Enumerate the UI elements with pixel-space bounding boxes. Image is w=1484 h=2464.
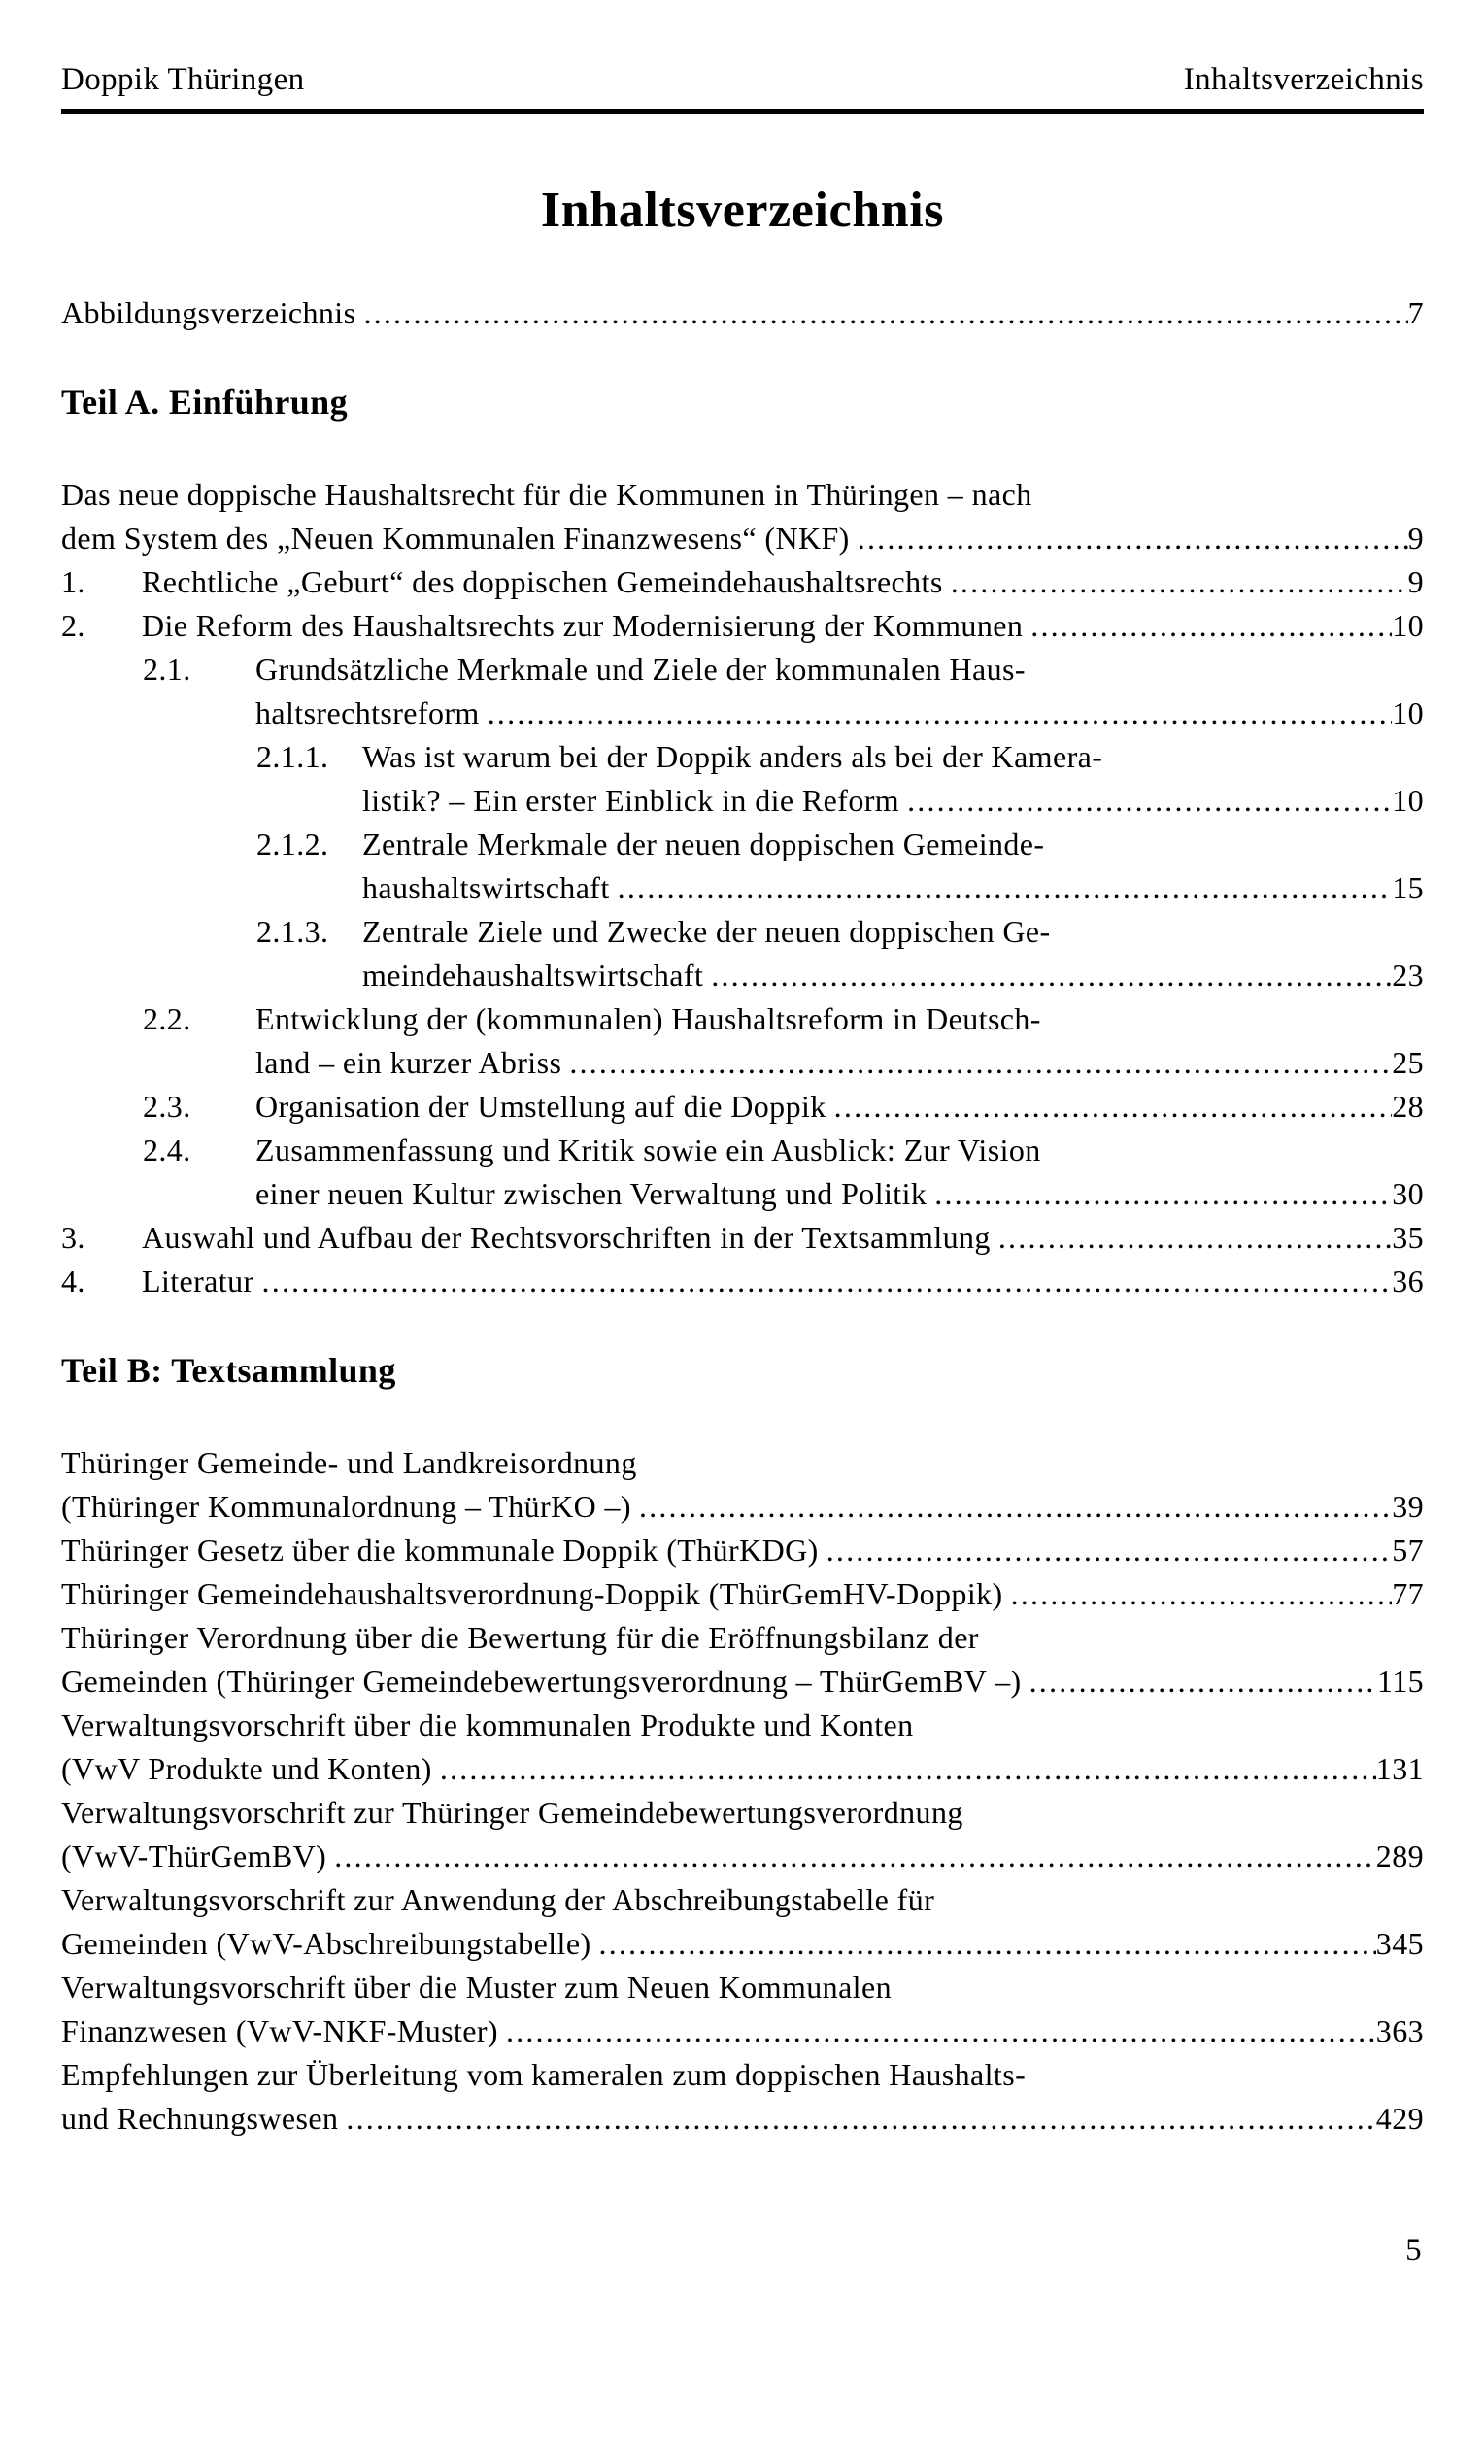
toc-entry-text: Finanzwesen (VwV-NKF-Muster) <box>61 2013 498 2048</box>
toc-row <box>256 866 1424 910</box>
toc-row <box>61 291 1424 335</box>
dot-leader <box>1022 1660 1377 1704</box>
toc-row <box>61 604 1424 648</box>
toc-entry-text: Thüringer Verordnung über die Bewertung für die Eröffnungsbilanz der <box>61 1620 979 1655</box>
toc-entry-text: Was ist warum bei der Doppik anders als bei der Kamera- <box>362 739 1103 774</box>
toc-entry-number: 2.4. <box>143 1132 191 1167</box>
toc-row <box>61 1216 1424 1260</box>
toc-entry-number: 3. <box>61 1220 85 1255</box>
toc-row <box>143 648 1424 692</box>
dot-leader <box>631 1485 1392 1529</box>
toc-row <box>143 997 1424 1041</box>
toc-page-number: 9 <box>1407 521 1424 556</box>
toc-entry-text: (Thüringer Kommunalordnung – ThürKO –) <box>61 1489 631 1524</box>
toc-row <box>61 1966 1424 2009</box>
toc-entry-text: meindehaushaltswirtschaft <box>362 958 704 993</box>
toc-entry-text: Thüringer Gemeinde- und Landkreisordnung <box>61 1445 637 1480</box>
toc-page-number: 28 <box>1392 1089 1424 1124</box>
page-title: Inhaltsverzeichnis <box>540 183 945 238</box>
toc-row <box>61 1835 1424 1878</box>
toc-page-number: 23 <box>1392 958 1424 993</box>
toc-entry-text: Verwaltungsvorschrift zur Thüringer Gemeindebewertungsverordnung <box>61 1795 963 1830</box>
toc-page-number: 57 <box>1392 1533 1424 1568</box>
dot-leader <box>1023 604 1392 648</box>
toc-entry-text: (VwV-ThürGemBV) <box>61 1839 327 1873</box>
toc-entry-number: 2.3. <box>143 1089 191 1124</box>
toc-entry-text: Gemeinden (VwV-Abschreibungstabelle) <box>61 1926 591 1961</box>
dot-leader <box>1003 1572 1393 1616</box>
toc-entry-text: Gemeinden (Thüringer Gemeindebewertungsverordnung – ThürGemBV –) <box>61 1664 1022 1699</box>
toc-page-number: 131 <box>1375 1751 1424 1786</box>
toc-row <box>61 1529 1424 1572</box>
toc-entry-text: (VwV Produkte und Konten) <box>61 1751 432 1786</box>
toc-entry-text: Verwaltungsvorschrift über die kommunalen Produkte und Konten <box>61 1707 914 1742</box>
toc-row <box>61 473 1424 517</box>
toc-row <box>143 1085 1424 1129</box>
toc-row <box>256 735 1424 779</box>
toc-row <box>61 1747 1424 1791</box>
toc-page-number: 363 <box>1375 2013 1424 2048</box>
toc-page-number: 10 <box>1392 783 1424 818</box>
dot-leader <box>927 1172 1392 1216</box>
toc-entry-text: Abbildungsverzeichnis <box>61 295 356 330</box>
toc-entry-text: Das neue doppische Haushaltsrecht für die Kommunen in Thüringen – nach <box>61 477 1032 512</box>
toc-entry-number: 1. <box>61 564 85 599</box>
toc-entry-text: Auswahl und Aufbau der Rechtsvorschriften in der Textsammlung <box>142 1220 991 1255</box>
toc-row <box>61 1441 1424 1485</box>
toc-entry-text: einer neuen Kultur zwischen Verwaltung und Politik <box>255 1176 928 1211</box>
running-header <box>61 60 1424 114</box>
toc-page-number: 10 <box>1392 695 1424 730</box>
toc-page-number: 429 <box>1375 2101 1424 2136</box>
dot-leader <box>899 779 1392 823</box>
toc-row <box>143 1172 1424 1216</box>
toc-row <box>61 1878 1424 1922</box>
toc-entry-text: Verwaltungsvorschrift über die Muster zum Neuen Kommunalen <box>61 1970 892 2005</box>
toc-entry-text: Zusammenfassung und Kritik sowie ein Ausblick: Zur Vision <box>255 1132 1041 1167</box>
toc-entry-text: Empfehlungen zur Überleitung vom kameralen zum doppischen Haushalts- <box>61 2057 1027 2092</box>
toc-row <box>61 2097 1424 2141</box>
toc-page-number: 115 <box>1376 1664 1424 1699</box>
toc-row <box>256 954 1424 997</box>
toc-entry-text: Die Reform des Haushaltsrechts zur Modernisierung der Kommunen <box>142 608 1024 643</box>
toc-entry-text: dem System des „Neuen Kommunalen Finanzwesens“ (NKF) <box>61 521 850 556</box>
toc-page-number: 7 <box>1407 295 1424 330</box>
toc-entry-text: Literatur <box>142 1264 254 1299</box>
toc-entry-text: Grundsätzliche Merkmale und Ziele der kommunalen Haus- <box>255 652 1026 687</box>
toc-row <box>61 1922 1424 1966</box>
dot-leader <box>432 1747 1376 1791</box>
toc-row <box>61 1485 1424 1529</box>
dot-leader <box>991 1216 1392 1260</box>
toc-entry-text: Zentrale Ziele und Zwecke der neuen doppischen Ge- <box>362 914 1051 949</box>
section-heading: Teil A. Einführung <box>61 383 348 422</box>
toc-entry-number: 2.1.3. <box>256 914 329 949</box>
toc-row <box>143 1041 1424 1085</box>
toc-row <box>143 692 1424 735</box>
toc-entry-text: haushaltswirtschaft <box>362 870 610 905</box>
toc-page-number: 77 <box>1392 1576 1424 1611</box>
toc-entry-number: 2. <box>61 608 85 643</box>
toc-row <box>61 1572 1424 1616</box>
dot-leader <box>498 2009 1376 2053</box>
toc-entry-number: 2.1. <box>143 652 191 687</box>
toc-page-number: 15 <box>1392 870 1424 905</box>
page-number: 5 <box>1405 2233 1422 2268</box>
toc-entry-number: 2.1.2. <box>256 827 329 861</box>
dot-leader <box>591 1922 1376 1966</box>
toc-row <box>61 1660 1424 1704</box>
toc-entry-number: 2.2. <box>143 1001 191 1036</box>
toc-entry-text: Thüringer Gesetz über die kommunale Doppik (ThürKDG) <box>61 1533 819 1568</box>
toc-page-number: 289 <box>1375 1839 1424 1873</box>
running-header-left: Doppik Thüringen <box>61 62 305 97</box>
dot-leader <box>943 560 1408 604</box>
toc-page-number: 10 <box>1392 608 1424 643</box>
toc-row <box>256 779 1424 823</box>
toc-page-number: 36 <box>1392 1264 1424 1299</box>
toc-entry-text: Entwicklung der (kommunalen) Haushaltsreform in Deutsch- <box>255 1001 1041 1036</box>
toc-page-number: 30 <box>1392 1176 1424 1211</box>
dot-leader <box>254 1260 1393 1303</box>
toc-entry-text: listik? – Ein erster Einblick in die Reform <box>362 783 900 818</box>
toc-entry-text: haltsrechtsreform <box>255 695 480 730</box>
toc-row <box>61 1704 1424 1747</box>
toc-entry-text: Organisation der Umstellung auf die Doppik <box>255 1089 826 1124</box>
toc-entry-text: und Rechnungswesen <box>61 2101 339 2136</box>
dot-leader <box>326 1835 1376 1878</box>
toc-entry-text: Thüringer Gemeindehaushaltsverordnung-Doppik (ThürGemHV-Doppik) <box>61 1576 1003 1611</box>
dot-leader <box>610 866 1393 910</box>
table-of-contents <box>61 291 1424 2141</box>
toc-row <box>256 823 1424 866</box>
toc-row <box>61 1260 1424 1303</box>
running-header-right: Inhaltsverzeichnis <box>1183 62 1424 97</box>
toc-entry-text: Verwaltungsvorschrift zur Anwendung der Abschreibungstabelle für <box>61 1882 935 1917</box>
toc-entry-text: Zentrale Merkmale der neuen doppischen Gemeinde- <box>362 827 1045 861</box>
toc-entry-number: 4. <box>61 1264 85 1299</box>
dot-leader <box>703 954 1392 997</box>
dot-leader <box>826 1085 1393 1129</box>
toc-row <box>61 2053 1424 2097</box>
dot-leader <box>338 2097 1375 2141</box>
toc-page-number: 345 <box>1375 1926 1424 1961</box>
toc-row <box>61 1791 1424 1835</box>
toc-page-number: 9 <box>1407 564 1424 599</box>
toc-page-number: 25 <box>1392 1045 1424 1080</box>
toc-row <box>61 517 1424 560</box>
toc-row <box>256 910 1424 954</box>
dot-leader <box>819 1529 1392 1572</box>
dot-leader <box>355 291 1407 335</box>
toc-row <box>61 560 1424 604</box>
toc-entry-text: Rechtliche „Geburt“ des doppischen Gemeindehaushaltsrechts <box>142 564 943 599</box>
toc-entry-number: 2.1.1. <box>256 739 329 774</box>
dot-leader <box>561 1041 1392 1085</box>
toc-row <box>143 1129 1424 1172</box>
toc-row <box>61 1616 1424 1660</box>
section-heading: Teil B: Textsammlung <box>61 1351 396 1390</box>
toc-row <box>61 2009 1424 2053</box>
dot-leader <box>480 692 1392 735</box>
toc-page-number: 39 <box>1392 1489 1424 1524</box>
toc-page-number: 35 <box>1392 1220 1424 1255</box>
toc-entry-text: land – ein kurzer Abriss <box>255 1045 562 1080</box>
dot-leader <box>850 517 1408 560</box>
